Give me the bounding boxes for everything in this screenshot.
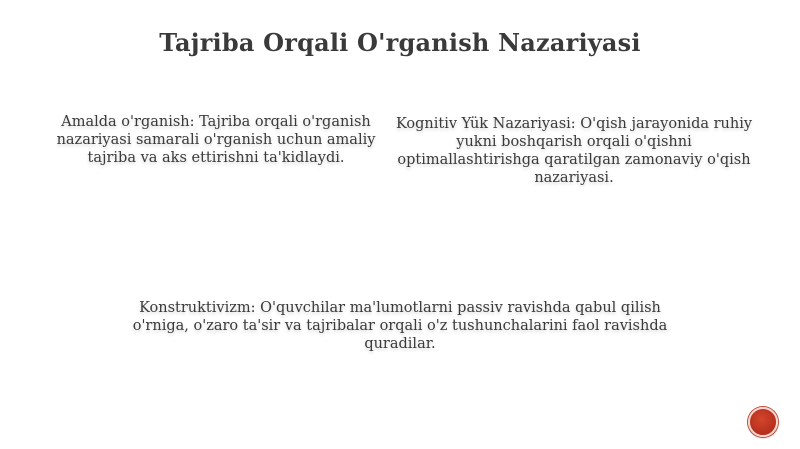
text-block-cognitive-load: Kognitiv Yük Nazariyasi: O'qish jarayonida ruhiy yukni boshqarish orqali o'qishni optimallashtirishga qaratilgan zamonaviy o'qish nazariyasi. bbox=[395, 116, 753, 186]
text-block-experiential-learning: Amalda o'rganish: Tajriba orqali o'rganish nazariyasi samarali o'rganish uchun amaliy tajriba va aks ettirishni ta'kidlaydi. bbox=[56, 114, 376, 166]
slide-title: Tajriba Orqali O'rganish Nazariyasi bbox=[159, 28, 641, 57]
text-block-constructivism: Konstruktivizm: O'quvchilar ma'lumotlarni passiv ravishda qabul qilish o'rniga, o'zaro ta'sir va tajribalar orqali o'z tushunchalarini faol ravishda quradilar. bbox=[132, 300, 668, 352]
circle-nav-icon[interactable] bbox=[748, 407, 778, 437]
